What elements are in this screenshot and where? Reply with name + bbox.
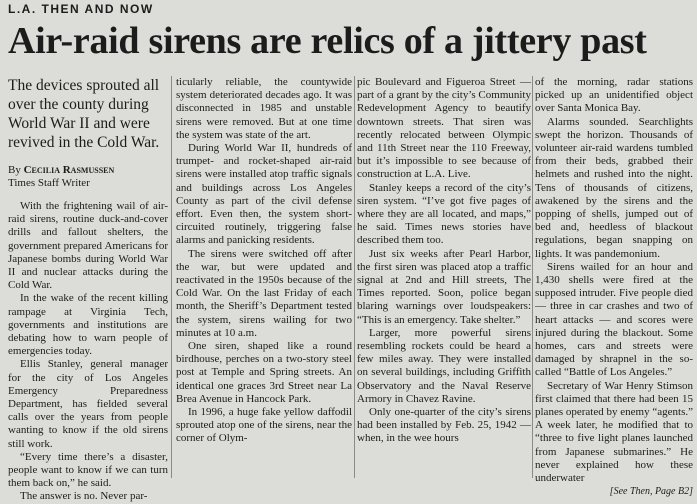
paragraph: In 1996, a huge fake yellow daffodil sprouted atop one of the sirens, near the corner of Olym- xyxy=(176,406,352,445)
article-column-3 xyxy=(357,76,531,446)
article-column-2 xyxy=(176,76,352,446)
deck: The devices sprouted all over the county during World War II and were revived in the Cold War. xyxy=(8,77,160,151)
paragraph: of the morning, radar stations picked up an unidentified object over Santa Monica Bay. xyxy=(535,76,693,115)
paragraph: With the frightening wail of air-raid sirens, routine duck-and-cover drills and fallout shelters, the government prepared Americans for Japanese bombs during World War II and nuclear attacks during the Cold War. xyxy=(8,200,168,292)
article-column-4 xyxy=(535,76,693,499)
paragraph: ticularly reliable, the countywide system deteriorated decades ago. It was disconnected in 1985 and unstable sirens were removed. But at one time the system was state of the art. xyxy=(176,76,352,141)
paragraph: Only one-quarter of the city’s sirens had been installed by Feb. 25, 1942 — when, in the wee hours xyxy=(357,406,531,445)
article-column-1 xyxy=(8,76,168,504)
author-role: Times Staff Writer xyxy=(8,177,90,189)
byline-prefix: By xyxy=(8,164,24,176)
paragraph: “Every time there’s a disaster, people want to know if we can turn them back on,” he said. xyxy=(8,450,168,490)
byline xyxy=(8,164,168,177)
paragraph: One siren, shaped like a round birdhouse, perches on a two-story steel post at Temple and Spring streets. An identical one graces 3rd Street near La Brea Avenue in Hancock Park. xyxy=(176,340,352,405)
paragraph: In the wake of the recent killing rampage at Virginia Tech, governments and institutions are debating how to warn people of emergencies today. xyxy=(8,292,168,358)
paragraph: During World War II, hundreds of trumpet- and rocket-shaped air-raid sirens were installed atop traffic signals and buildings across Los Angeles County as part of the civil defense effort. Even then, the system short-circuited routinely, triggering false alarms and panicking residents. xyxy=(176,142,352,247)
paragraph: The answer is no. Never par- xyxy=(20,490,148,503)
paragraph: pic Boulevard and Figueroa Street — part of a grant by the city’s Community Redevelopment Agency to beautify downtown streets. That siren was recently relocated between Olympic and 11th Street near the 110 Freeway, but it’s impossible to see because of construction at L.A. Live. xyxy=(357,76,531,181)
jump-line: [See Then, Page B2] xyxy=(609,486,693,498)
column-rule xyxy=(354,76,355,478)
paragraph: Larger, more powerful sirens resembling rockets could be heard a few miles away. They were installed on several buildings, including Griffith Observatory and the Naval Reserve Armory in Chavez Ravine. xyxy=(357,326,531,405)
paragraph: Just six weeks after Pearl Harbor, the first siren was placed atop a traffic signal at 2nd and Hill streets, The Times reported. Soon, police began blaring warnings over loudspeakers: “This is an emergency. Take shelter.” xyxy=(357,247,531,326)
paragraph: The sirens were switched off after the war, but were updated and reactivated in the 1950s because of the Cold War. On the last Friday of each month, the Sheriff’s Department tested the system, sirens wailing for two minutes at 10 a.m. xyxy=(176,247,352,339)
section-kicker: L.A. THEN AND NOW xyxy=(8,2,154,16)
column-rule xyxy=(532,76,533,478)
paragraph: Alarms sounded. Searchlights swept the horizon. Thousands of volunteer air-raid wardens tumbled from their beds, grabbed their helmets and rushed into the night. Tens of thousands of citizens, awakened by the sirens and the popping of shells, jumped out of bed and, heedless of blackout regulations, began snapping on lights. It was pandemonium. xyxy=(535,115,693,260)
paragraph: Secretary of War Henry Stimson first claimed that there had been 15 planes operated by enemy “agents.” A week later, he modified that to “three to five light planes launched from Japanese submarines.” He never explained how these underwater xyxy=(535,379,693,485)
paragraph: Sirens wailed for an hour and 1,430 shells were fired at the supposed intruder. Five people died — three in car crashes and two of heart attacks — and scores were injured during the blackout. Some homes, cars and streets were damaged by shrapnel in the so-called “Battle of Los Angeles.” xyxy=(535,260,693,379)
column-rule xyxy=(171,76,172,478)
paragraph: Stanley keeps a record of the city’s siren system. “I’ve got five pages of where they are all located, and maps,” he said. Times news stories have described them too. xyxy=(357,181,531,247)
author-name: Cecilia Rasmussen xyxy=(23,164,115,176)
headline: Air-raid sirens are relics of a jittery past xyxy=(8,20,647,62)
paragraph: Ellis Stanley, general manager for the city of Los Angeles Emergency Preparedness Department, has fielded several calls over the years from people wanting to know if the old sirens still work. xyxy=(8,358,168,450)
